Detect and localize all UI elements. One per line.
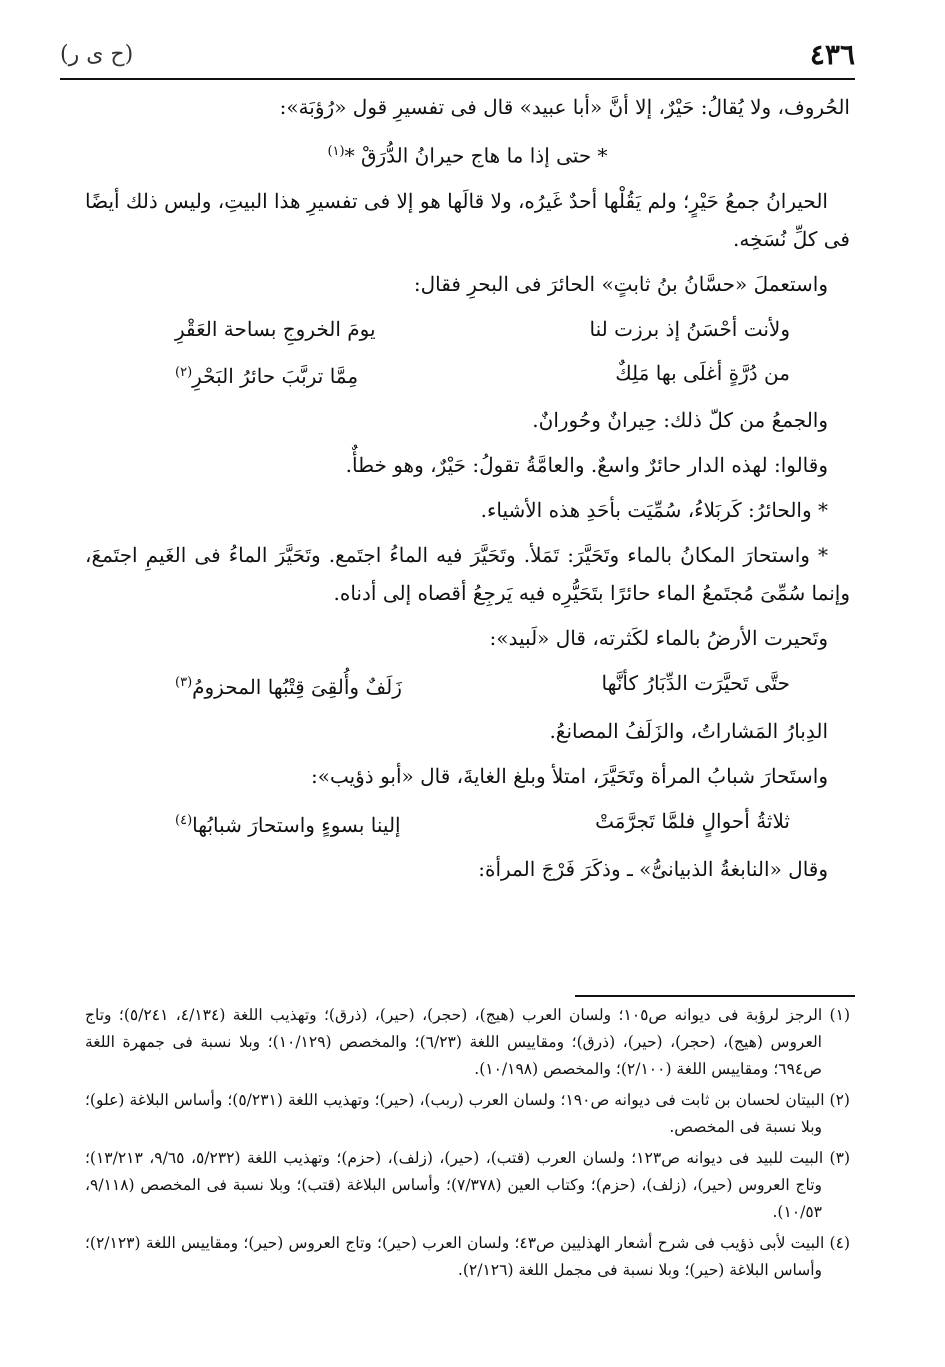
paragraph: وقالوا: لهذه الدار حائرٌ واسعٌ. والعامَّةُ تقولُ: حَيْرٌ، وهو خطأٌ. [345,453,828,478]
verse-second-hemistich [175,354,358,396]
paragraph: * واستحارَ المكانُ بالماء وتَحَيَّرَ: تَمَلأ. وتَحَيَّرَ فيه الماءُ اجتَمع. وتَحَيَّرَ الماءُ فى الغَيمِ اجتَمعَ، وإنما سُمِّىَ مُجتَمعُ الماء حائرًا بتَحَيُّرِه فيه يَرجِعُ أقصاه إلى أدناه. [85,543,850,606]
verse-line [175,354,790,396]
verse-text: مِمَّا تربَّبَ حائرُ البَحْرِ [192,364,359,389]
verse-second-hemistich: يومَ الخروجِ بساحة العَقْرِ [175,316,376,341]
verse-first-hemistich: حتَّى تَحيَّرَت الدِّبَارُ كأنَّها [601,671,790,696]
verse-rajaz [85,133,850,175]
footnote: (٣) البيت للبيد فى ديوانه ص١٢٣؛ ولسان العرب (قتب)، (حير)، (زلف)، (حزم)؛ وتهذيب اللغة (٥/٢٣٢، ٩/٦٥، ١٣/٢١٣)؛ وتاج العروس (حير)، (زلف)، (حزم)؛ وكتاب العين (٧/٣٧٨)؛ وأساس البلاغة (قتب)؛ وبلا نسبة فى المخصص (٩/١١٨، ١٠/٥٣). [85,1149,850,1221]
footnote-ref: (١) [327,144,345,159]
main-text [85,88,850,895]
header-rule [60,78,855,80]
paragraph: وتَحيرت الأرضُ بالماء لكَثرته، قال «لَبيد»: [489,626,828,651]
footnote-ref: (٣) [175,675,193,691]
verse-first-hemistich: ثلاثةُ أحوالٍ فلمَّا تَجرَّمَتْ [595,808,790,833]
paragraph: واستَحارَ شبابُ المرأة وتَحَيَّرَ، امتلأ وبلغ الغايةَ، قال «أبو ذؤيب»: [310,763,828,788]
verse-line [175,310,790,348]
paragraph: والجمعُ من كلّ ذلك: حِيرانٌ وحُورانٌ. [532,408,828,433]
verse-line [175,802,790,844]
paragraph: الحُروف، ولا يُقالُ: حَيْرٌ، إلا أنَّ «أبا عبيد» قال فى تفسيرِ قول «رُؤبَة»: [279,95,850,119]
footnotes [85,1002,850,1288]
paragraph: واستعملَ «حسَّانُ بنُ ثابتٍ» الحائرَ فى البحرِ فقال: [413,271,828,296]
footnote: (١) الرجز لرؤبة فى ديوانه ص١٠٥؛ ولسان العرب (هيج)، (حجر)، (حير)، (ذرق)؛ وتهذيب اللغة (٤/١٣٤، ٥/٢٤١)؛ وتاج العروس (هيج)، (حجر)، (حير)، (ذرق)؛ ومقاييس اللغة (٦/٢٣)؛ والمخصص (١٠/١٢٩)؛ وبلا نسبة فى جمهرة اللغة ص٦٩٤؛ ومقاييس اللغة (٢/١٠٠)؛ والمخصص (١٠/١٩٨). [85,1006,850,1078]
paragraph: * والحائرُ: كَربَلاءُ، سُمِّيَت بأحَدِ هذه الأشياء. [480,498,828,523]
paragraph: الحيرانُ جمعُ حَيْرٍ؛ ولم يَقُلْها أحدٌ غَيرُه، ولا قالَها هو إلا فى تفسيرِ هذا البيتِ، وليس ذلك أيضًا فى كلِّ نُسَخِه. [85,188,850,251]
paragraph: وقال «النابغةُ الذبيانىُّ» ـ وذكَرَ فَرْجَ المرأة: [478,856,828,881]
verse-second-hemistich [175,802,401,844]
verse-text: زَلَفٌ وأُلقِىَ قِتْبُها المحزومُ [192,674,402,699]
footnote-ref: (٢) [175,364,193,380]
page-number: ٤٣٦ [809,38,855,71]
verse-first-hemistich: ولأنت أحْسَنُ إذ برزت لنا [589,316,790,341]
footnote: (٢) البيتان لحسان بن ثابت فى ديوانه ص١٩٠؛ ولسان العرب (ربب)، (حير)؛ وتهذيب اللغة (٥/٢٣١)؛ وأساس البلاغة (علو)؛ وبلا نسبة فى المخصص. [85,1091,850,1136]
verse-line [175,664,790,706]
footnote: (٤) البيت لأبى ذؤيب فى شرح أشعار الهذليين ص٤٣؛ ولسان العرب (حير)؛ وتاج العروس (حير)؛ ومقاييس اللغة (٢/١٢٣)؛ وأساس البلاغة (حير)؛ وبلا نسبة فى مجمل اللغة (٢/١٢٦). [85,1234,850,1279]
footnote-rule [575,995,855,997]
page-header [60,38,855,78]
root-marker: (ح ى ر) [60,42,134,67]
verse-text: * حتى إذا ما هاج حيرانُ الدُّرَقْ * [344,143,608,168]
footnote-ref: (٤) [175,812,193,828]
paragraph: الدِبارُ المَشاراتُ، والزَلَفُ المصانعُ. [549,718,828,743]
verse-second-hemistich [175,664,402,706]
verse-text: إلينا بسوءٍ واستحارَ شبابُها [192,812,401,837]
verse-first-hemistich: من دُرَّةٍ أغلَى بها مَلِكٌ [615,360,790,385]
